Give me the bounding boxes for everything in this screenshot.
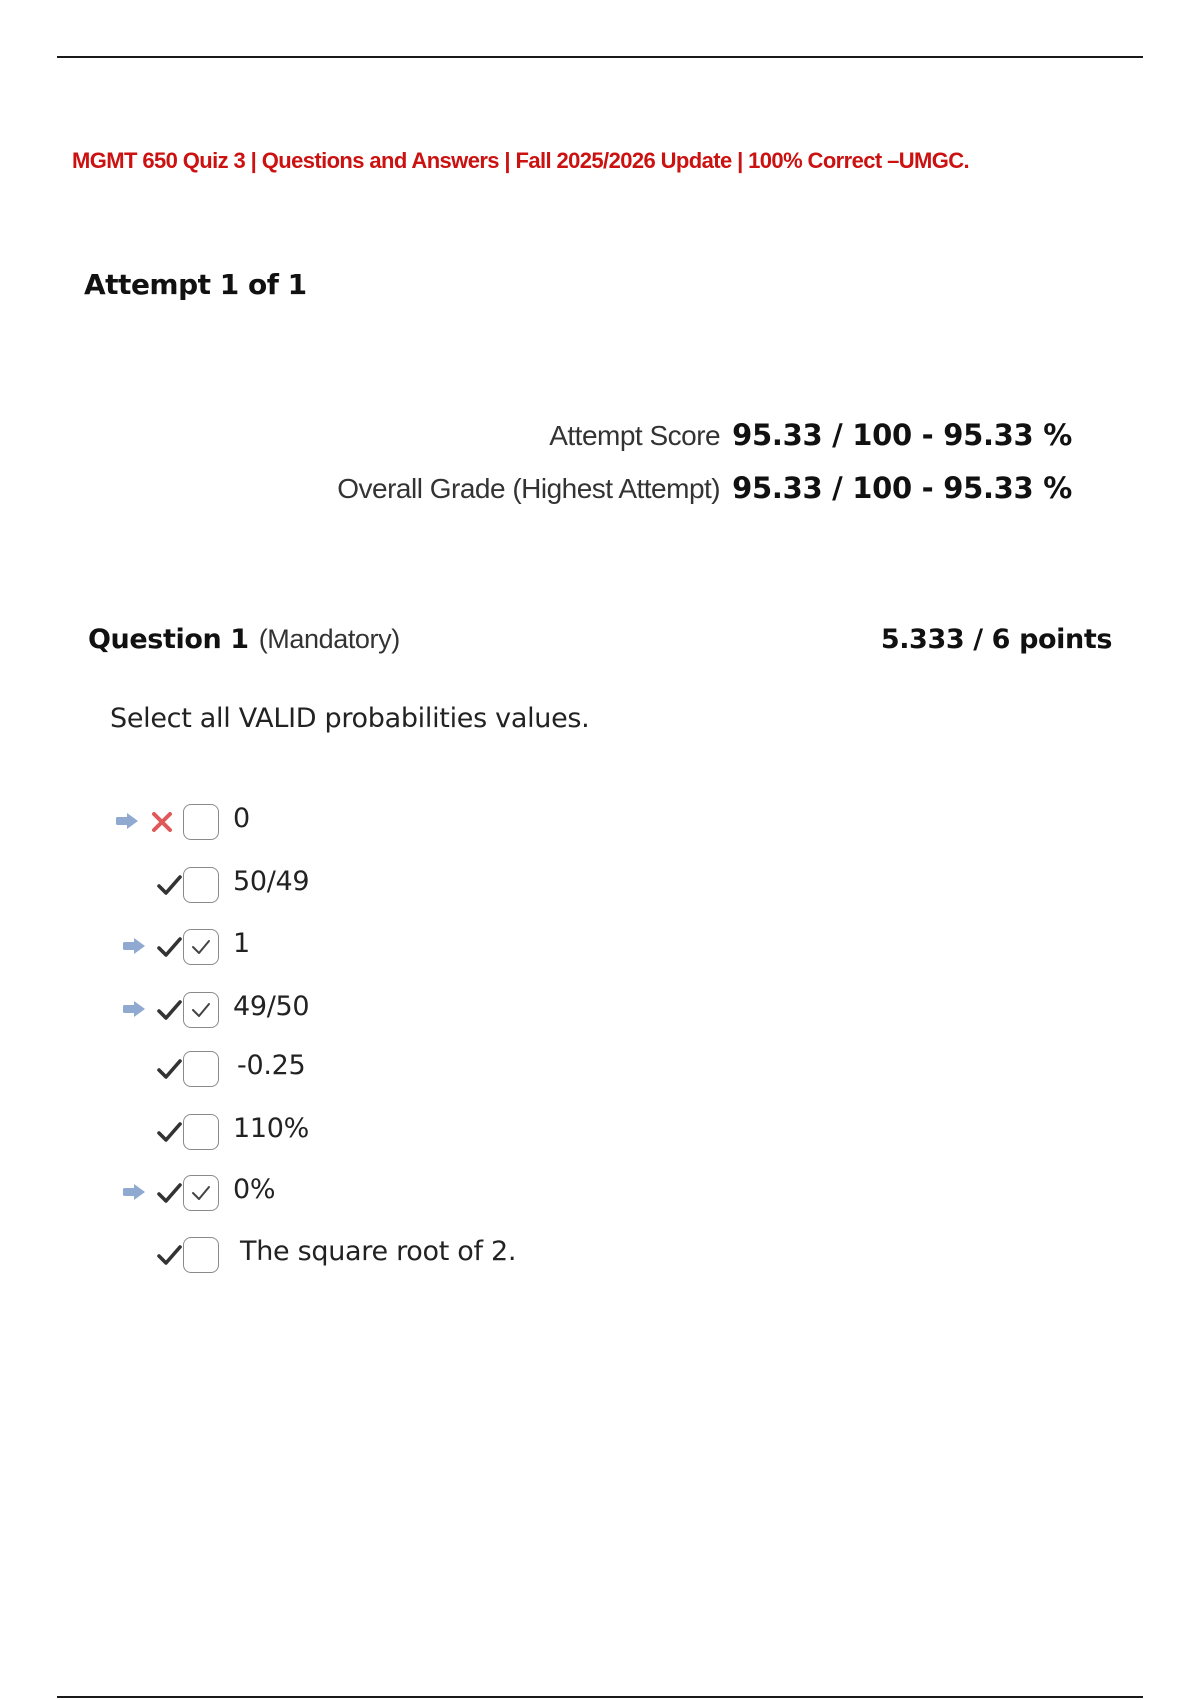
overall-grade-value: 95.33 / 100 - 95.33 % <box>732 471 1072 505</box>
overall-grade-row <box>337 471 1072 505</box>
correct-icon <box>156 1119 182 1145</box>
answer-option <box>0 864 700 904</box>
answer-option <box>0 1111 700 1151</box>
incorrect-icon <box>149 809 175 835</box>
answer-option-label: The square root of 2. <box>240 1236 517 1267</box>
checkbox[interactable] <box>183 804 219 840</box>
correct-icon <box>156 934 182 960</box>
top-divider <box>57 56 1143 58</box>
answer-option <box>0 1234 700 1274</box>
checkmark-icon <box>189 998 213 1022</box>
document-title: MGMT 650 Quiz 3 | Questions and Answers | Fall 2025/2026 Update | 100% Correct –UMGC. <box>72 148 970 173</box>
answer-option <box>0 1048 700 1088</box>
checkbox-checked[interactable] <box>183 1175 219 1211</box>
question-points: 5.333 / 6 points <box>880 624 1112 655</box>
correct-icon <box>156 1242 182 1268</box>
question-prompt: Select all VALID probabilities values. <box>110 703 590 734</box>
checkbox-checked[interactable] <box>183 929 219 965</box>
checkbox-checked[interactable] <box>183 992 219 1028</box>
answer-option-label: 50/49 <box>233 866 310 897</box>
arrow-right-icon <box>121 936 147 956</box>
overall-grade-label: Overall Grade (Highest Attempt) <box>337 473 721 504</box>
checkmark-icon <box>189 1181 213 1205</box>
bottom-divider <box>57 1696 1143 1698</box>
answer-option-label: 1 <box>233 928 250 959</box>
arrow-right-icon <box>114 811 140 831</box>
answer-option-label: 0 <box>233 803 250 834</box>
checkbox[interactable] <box>183 1237 219 1273</box>
checkbox[interactable] <box>183 1114 219 1150</box>
answer-option <box>0 1172 700 1212</box>
attempt-score-row <box>549 418 1072 452</box>
answer-option <box>0 989 700 1029</box>
attempt-score-label: Attempt Score <box>549 420 721 451</box>
attempt-score-value: 95.33 / 100 - 95.33 % <box>732 418 1072 452</box>
correct-icon <box>156 872 182 898</box>
correct-icon <box>156 1056 182 1082</box>
checkbox[interactable] <box>183 867 219 903</box>
attempt-heading: Attempt 1 of 1 <box>84 268 307 301</box>
correct-icon <box>156 1180 182 1206</box>
question-heading <box>88 624 400 655</box>
answer-option-label: 49/50 <box>233 991 310 1022</box>
question-mandatory-tag: (Mandatory) <box>258 624 400 654</box>
checkbox[interactable] <box>183 1051 219 1087</box>
arrow-right-icon <box>121 999 147 1019</box>
question-title: Question 1 <box>88 624 249 655</box>
checkmark-icon <box>189 935 213 959</box>
arrow-right-icon <box>121 1182 147 1202</box>
answer-option-label: 110% <box>233 1113 309 1144</box>
answer-option <box>0 926 700 966</box>
question-header <box>88 624 1112 655</box>
correct-icon <box>156 997 182 1023</box>
answer-option <box>0 801 700 841</box>
answer-option-label: -0.25 <box>237 1050 306 1081</box>
answer-option-label: 0% <box>233 1174 276 1205</box>
